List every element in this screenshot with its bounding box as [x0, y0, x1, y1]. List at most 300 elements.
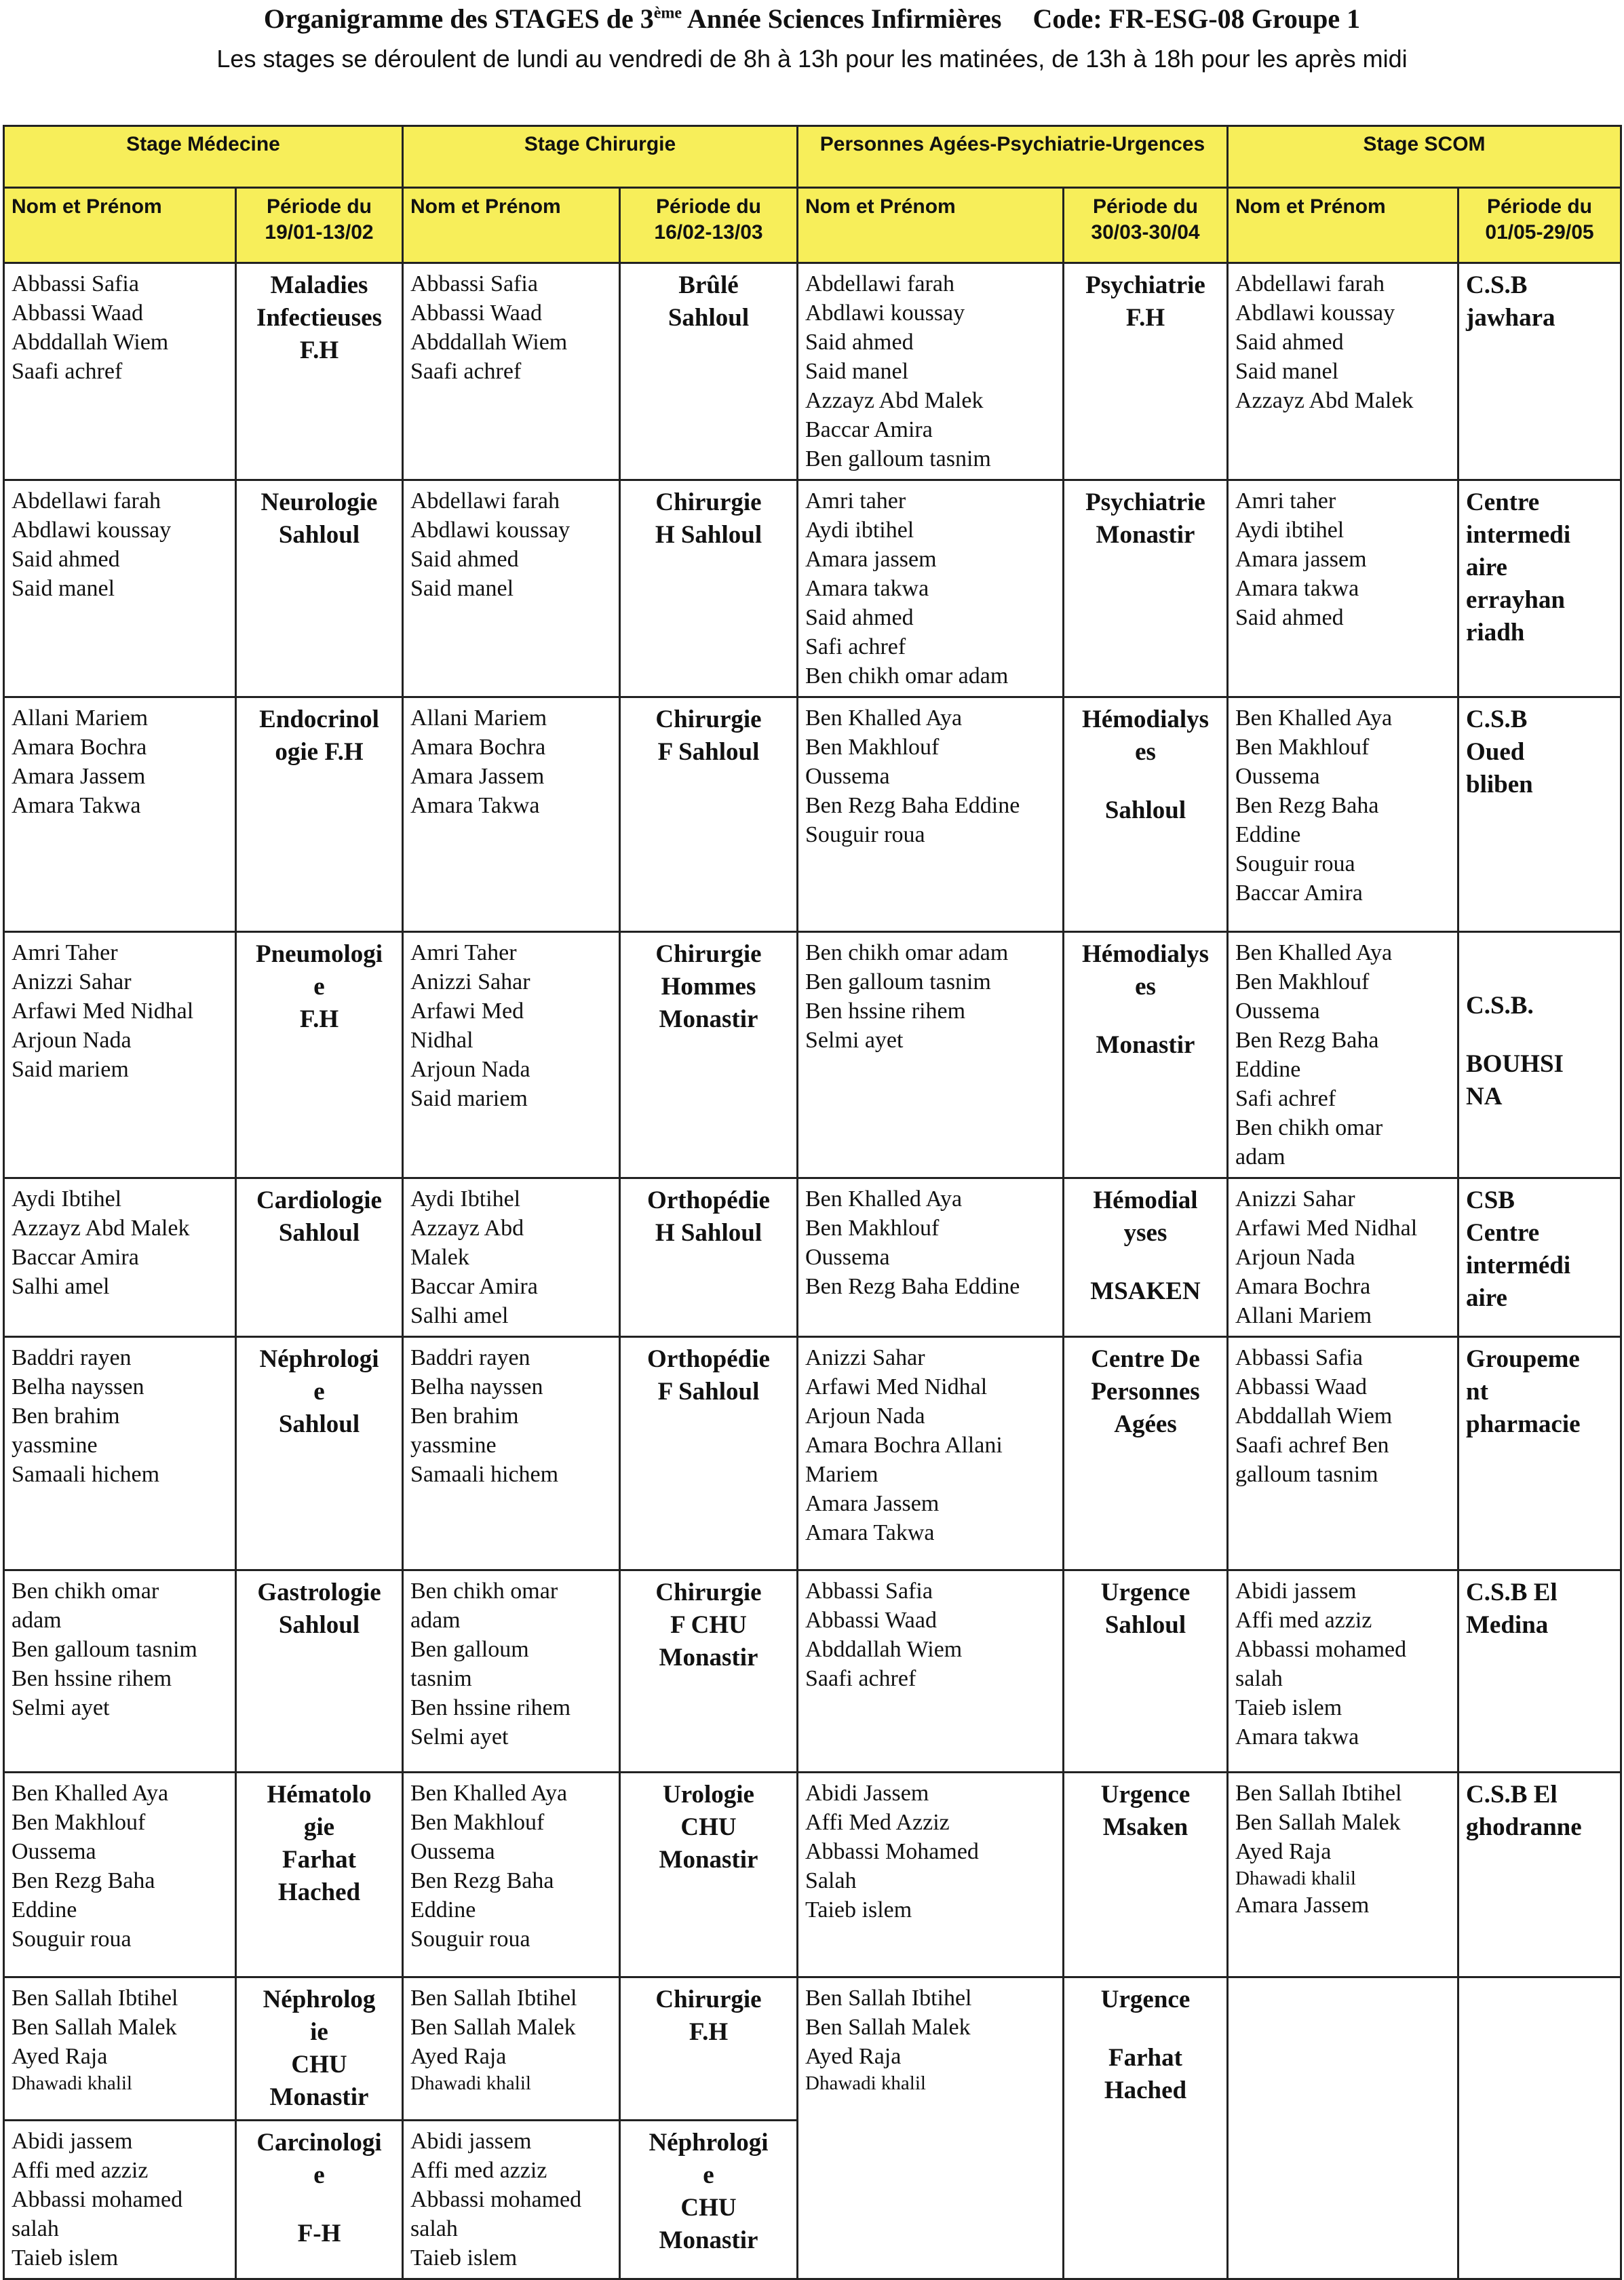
stage-place-line: H Sahloul: [655, 1219, 762, 1247]
student-name: Ben galloum tasnim: [805, 446, 991, 471]
student-name: Abbassi mohamed: [410, 2187, 582, 2212]
table-row: [4, 1178, 1621, 1337]
student-name: Souguir roua: [805, 822, 925, 847]
student-name: Abddallah Wiem: [1235, 1404, 1393, 1429]
student-name: Ben chikh omar: [410, 1579, 558, 1604]
student-names-cell: [1228, 1773, 1458, 1977]
student-name: Amara Jassem: [1235, 1893, 1370, 1918]
student-name: Aydi Ibtihel: [410, 1186, 521, 1212]
student-name: Taieb islem: [410, 2245, 518, 2271]
table-row: [4, 480, 1621, 697]
table-row: [4, 932, 1621, 1178]
stage-place-cell: [620, 1570, 798, 1773]
stage-place-cell: [236, 1570, 403, 1773]
stage-place-line: C.S.B: [1466, 706, 1528, 733]
empty-cell: [1458, 1977, 1621, 2279]
stage-place-cell: [620, 2121, 798, 2279]
stage-place-line: Farhat: [282, 1846, 356, 1874]
student-name: Affi med azziz: [1235, 1608, 1372, 1633]
student-name: Abdlawi koussay: [1235, 301, 1395, 326]
student-name: Abbassi Waad: [1235, 1374, 1367, 1399]
student-name: Amara jassem: [805, 547, 937, 572]
student-name: Said ahmed: [12, 547, 120, 572]
stage-place-cell: [1458, 1337, 1621, 1570]
student-name: Amara Jassem: [805, 1491, 940, 1516]
student-name: Baccar Amira: [805, 417, 933, 442]
stage-place-cell: [620, 480, 798, 697]
student-name: Ben Rezg Baha: [410, 1868, 554, 1893]
stage-place-line: Hémodialys: [1081, 706, 1210, 733]
student-name: Ben Khalled Aya: [1235, 706, 1393, 731]
student-name: Baccar Amira: [1235, 881, 1363, 906]
stage-place-line: Chirurgie: [655, 1986, 762, 2013]
stage-place-line: H Sahloul: [655, 521, 762, 549]
stage-place-cell: [236, 932, 403, 1178]
stage-place-line: C.S.B El: [1466, 1579, 1558, 1606]
student-names-cell: [403, 2121, 620, 2279]
student-name: Ben Khalled Aya: [1235, 940, 1393, 965]
stage-place-cell: [236, 697, 403, 932]
stage-place-line: NA: [1466, 1083, 1503, 1110]
stage-place-cell: [236, 1977, 403, 2121]
student-name: Abbassi Safia: [410, 271, 538, 296]
student-name: Selmi ayet: [410, 1724, 509, 1750]
student-name: Abbassi mohamed: [1235, 1637, 1407, 1662]
student-name: galloum tasnim: [1235, 1462, 1378, 1487]
stage-place-cell: [236, 1178, 403, 1337]
student-name: Souguir roua: [12, 1927, 132, 1952]
student-name: Allani Mariem: [12, 706, 149, 731]
stage-place-line: jawhara: [1466, 304, 1555, 332]
student-name: Ben Rezg Baha: [1235, 1028, 1379, 1053]
student-name: Abdlawi koussay: [12, 518, 172, 543]
student-name: Abdellawi farah: [12, 488, 161, 514]
stage-place-line: C.S.B El: [1466, 1781, 1558, 1809]
student-name: Affi med azziz: [410, 2158, 547, 2183]
student-name: salah: [1235, 1666, 1283, 1691]
student-name: Safi achref: [805, 634, 906, 659]
student-names-cell: [4, 1977, 236, 2121]
stage-schedule-table: [3, 125, 1622, 2280]
stage-place-line: Cardiologie: [256, 1186, 382, 1214]
student-name: Abdellawi farah: [805, 271, 954, 296]
stage-place-line: bliben: [1466, 771, 1533, 798]
student-name: Arjoun Nada: [12, 1028, 132, 1053]
student-names-cell: [798, 932, 1064, 1178]
student-name: Abidi jassem: [12, 2129, 133, 2154]
student-name: Abdellawi farah: [410, 488, 560, 514]
student-name: Dhawadi khalil: [410, 2072, 531, 2094]
stage-place-cell: [1458, 1773, 1621, 1977]
stage-place-line: F Sahloul: [657, 738, 760, 766]
stage-place-line: Hémodialys: [1081, 940, 1210, 968]
section-chirurgie: Stage Chirurgie: [403, 126, 798, 188]
student-name: Arjoun Nada: [805, 1404, 925, 1429]
stage-place-line: F CHU: [670, 1611, 747, 1639]
student-name: Amara jassem: [1235, 547, 1367, 572]
student-name: Allani Mariem: [1235, 1303, 1372, 1328]
stage-place-line: Hématolo: [267, 1781, 372, 1809]
title-group: Groupe 1: [1251, 3, 1361, 34]
stage-place-line: Urologie: [663, 1781, 754, 1809]
student-name: Abbassi Safia: [12, 271, 139, 296]
student-name: Baddri rayen: [12, 1345, 132, 1370]
stage-place-line: BOUHSI: [1466, 1050, 1564, 1078]
stage-place-cell: [1064, 1570, 1228, 1773]
stage-place-line: yses: [1123, 1219, 1167, 1247]
student-name: Affi med azziz: [12, 2158, 149, 2183]
student-name: Said manel: [805, 359, 909, 384]
student-name: Abddallah Wiem: [805, 1637, 963, 1662]
stage-place-line: ogie F.H: [275, 738, 364, 766]
student-name: Abdellawi farah: [1235, 271, 1385, 296]
student-name: Amara Jassem: [12, 764, 146, 789]
stage-place-line: Carcinologi: [256, 2129, 382, 2157]
student-name: Eddine: [12, 1897, 77, 1922]
stage-place-line: Psychiatrie: [1085, 488, 1205, 516]
student-name: Ben Sallah Ibtihel: [410, 1986, 577, 2011]
student-name: Abdlawi koussay: [410, 518, 571, 543]
student-name: Abddallah Wiem: [12, 330, 169, 355]
col-name-chirurgie: Nom et Prénom: [403, 188, 620, 263]
student-name: Abdlawi koussay: [805, 301, 965, 326]
table-row: [4, 1337, 1621, 1570]
student-names-cell: [798, 263, 1064, 480]
stage-place-cell: [1458, 263, 1621, 480]
student-names-cell: [403, 932, 620, 1178]
student-name: Abidi Jassem: [805, 1781, 929, 1806]
student-names-cell: [403, 1178, 620, 1337]
stage-place-line: F Sahloul: [657, 1378, 760, 1406]
stage-place-line: [1071, 2016, 1220, 2042]
student-name: Nidhal: [410, 1028, 473, 1053]
stage-place-line: e: [703, 2161, 714, 2189]
stage-place-line: Monastir: [269, 2083, 369, 2111]
student-name: Abbassi Safia: [805, 1579, 933, 1604]
stage-place-line: Sahloul: [278, 1219, 360, 1247]
stage-place-cell: [1064, 480, 1228, 697]
student-name: Salhi amel: [410, 1303, 509, 1328]
student-names-cell: [4, 1773, 236, 1977]
student-name: Ben Sallah Malek: [805, 2015, 971, 2040]
student-name: Ben hssine rihem: [805, 999, 966, 1024]
col-name-medecine: Nom et Prénom: [4, 188, 236, 263]
title-main2: Année Sciences Infirmières: [687, 3, 1002, 34]
stage-place-line: Personnes: [1091, 1378, 1200, 1406]
student-name: Ben brahim: [12, 1404, 120, 1429]
stage-place-line: Orthopédie: [647, 1186, 770, 1214]
student-names-cell: [4, 263, 236, 480]
student-name: Samaali hichem: [12, 1462, 160, 1487]
student-name: Ben galloum tasnim: [805, 969, 991, 994]
student-name: Arfawi Med: [410, 999, 524, 1024]
student-name: Azzayz Abd Malek: [12, 1216, 190, 1241]
student-names-cell: [4, 1570, 236, 1773]
stage-place-line: ie: [310, 2018, 328, 2046]
student-names-cell: [1228, 932, 1458, 1178]
table-row: [4, 1977, 1621, 2121]
student-name: Selmi ayet: [12, 1695, 110, 1720]
student-names-cell: [403, 1773, 620, 1977]
student-name: Abbassi Safia: [1235, 1345, 1363, 1370]
stage-place-cell: [1064, 1977, 1228, 2279]
stage-place-line: Monastir: [1096, 1031, 1195, 1059]
stage-place-line: C.S.B: [1466, 271, 1528, 299]
stage-place-line: Hommes: [661, 973, 756, 1001]
student-name: Amara Takwa: [410, 793, 540, 818]
student-names-cell: [1228, 480, 1458, 697]
stage-place-line: e: [313, 2161, 325, 2189]
student-name: Said ahmed: [1235, 330, 1344, 355]
student-name: Abidi jassem: [410, 2129, 532, 2154]
student-name: Amri Taher: [410, 940, 517, 965]
stage-place-line: es: [1135, 738, 1156, 766]
stage-place-line: [1466, 964, 1613, 990]
student-name: adam: [410, 1608, 461, 1633]
stage-place-line: CHU: [291, 2051, 347, 2079]
student-name: Amara takwa: [1235, 1724, 1359, 1750]
student-names-cell: [798, 1337, 1064, 1570]
student-names-cell: [403, 697, 620, 932]
stage-place-cell: [1458, 1570, 1621, 1773]
stage-place-line: Brûlé: [678, 271, 739, 299]
student-name: Oussema: [410, 1839, 495, 1864]
student-names-cell: [1228, 1570, 1458, 1773]
stage-place-line: Psychiatrie: [1085, 271, 1205, 299]
student-name: Abbassi Waad: [12, 301, 143, 326]
stage-place-cell: [1064, 1773, 1228, 1977]
student-name: Aydi Ibtihel: [12, 1186, 122, 1212]
stage-place-cell: [620, 1178, 798, 1337]
title-sup: ème: [653, 4, 682, 22]
student-names-cell: [798, 697, 1064, 932]
stage-place-cell: [1064, 1337, 1228, 1570]
stage-place-line: Urgence: [1100, 1781, 1191, 1809]
stage-place-line: Neurologie: [260, 488, 378, 516]
stage-place-line: Pneumologi: [255, 940, 383, 968]
student-name: Eddine: [1235, 1057, 1301, 1082]
stage-place-line: F.H: [299, 1005, 339, 1033]
student-name: Arfawi Med Nidhal: [805, 1374, 988, 1399]
student-name: Anizzi Sahar: [1235, 1186, 1355, 1212]
title-main: Organigramme des STAGES de 3: [263, 3, 654, 34]
student-name: Affi Med Azziz: [805, 1810, 950, 1835]
student-names-cell: [403, 1337, 620, 1570]
stage-place-cell: [620, 932, 798, 1178]
stage-place-line: Chirurgie: [655, 706, 762, 733]
stage-place-line: Urgence: [1100, 1579, 1191, 1606]
student-names-cell: [4, 2121, 236, 2279]
section-header-row: [4, 126, 1621, 188]
student-name: Said mariem: [12, 1057, 129, 1082]
stage-place-line: Gastrologie: [257, 1579, 381, 1606]
stage-place-line: [244, 2192, 395, 2218]
stage-place-line: Sahloul: [278, 1410, 360, 1438]
student-names-cell: [798, 1178, 1064, 1337]
stage-place-line: CHU: [680, 1813, 737, 1841]
stage-place-cell: [1458, 1178, 1621, 1337]
student-names-cell: [4, 1178, 236, 1337]
stage-place-line: Néphrologi: [259, 1345, 379, 1373]
student-name: Ben brahim: [410, 1404, 519, 1429]
student-name: Ben hssine rihem: [410, 1695, 571, 1720]
table-row: [4, 1773, 1621, 1977]
student-name: Ben galloum tasnim: [12, 1637, 197, 1662]
stage-place-line: errayhan: [1466, 586, 1565, 614]
stage-place-line: es: [1135, 973, 1156, 1001]
student-name: Anizzi Sahar: [410, 969, 530, 994]
stage-place-line: Oued: [1466, 738, 1525, 766]
student-name: Taieb islem: [805, 1897, 912, 1922]
student-name: Ben galloum: [410, 1637, 529, 1662]
student-name: Amri Taher: [12, 940, 118, 965]
stage-place-cell: [620, 1337, 798, 1570]
stage-place-line: aire: [1466, 1284, 1507, 1312]
student-name: Ben Sallah Malek: [12, 2015, 177, 2040]
stage-place-line: [1071, 1003, 1220, 1029]
stage-place-line: Hached: [277, 1878, 361, 1906]
student-names-cell: [798, 480, 1064, 697]
stage-place-line: C.S.B.: [1466, 992, 1534, 1020]
student-name: Aydi ibtihel: [805, 518, 914, 543]
section-medecine: Stage Médecine: [4, 126, 403, 188]
student-names-cell: [798, 1773, 1064, 1977]
student-name: Souguir roua: [410, 1927, 530, 1952]
stage-place-line: Monastir: [659, 1005, 758, 1033]
stage-place-line: Hémodial: [1093, 1186, 1198, 1214]
student-name: Eddine: [410, 1897, 476, 1922]
stage-place-line: Sahloul: [1104, 1611, 1186, 1639]
student-name: Abddallah Wiem: [410, 330, 568, 355]
stage-place-line: Centre: [1466, 488, 1540, 516]
stage-place-line: Sahloul: [1104, 796, 1186, 824]
student-name: Ben Sallah Ibtihel: [12, 1986, 178, 2011]
student-name: Abbassi mohamed: [12, 2187, 183, 2212]
student-name: Dhawadi khalil: [12, 2072, 132, 2094]
stage-place-line: Monastir: [659, 1644, 758, 1672]
stage-place-line: e: [313, 1378, 325, 1406]
student-name: Abbassi Mohamed: [805, 1839, 979, 1864]
section-scom: Stage SCOM: [1228, 126, 1621, 188]
stage-place-line: e: [313, 973, 325, 1001]
stage-place-cell: [1064, 932, 1228, 1178]
student-name: Said manel: [410, 576, 514, 601]
student-name: Arfawi Med Nidhal: [12, 999, 194, 1024]
student-name: Azzayz Abd: [410, 1216, 524, 1241]
student-name: Ben Khalled Aya: [410, 1781, 568, 1806]
student-names-cell: [798, 1570, 1064, 1773]
stage-place-line: gie: [303, 1813, 335, 1841]
student-name: Said mariem: [410, 1086, 528, 1111]
stage-place-line: Endocrinol: [259, 706, 379, 733]
student-name: Arfawi Med Nidhal: [1235, 1216, 1418, 1241]
student-name: Ben Khalled Aya: [12, 1781, 169, 1806]
student-name: Ben Sallah Ibtihel: [1235, 1781, 1402, 1806]
student-name: Oussema: [12, 1839, 96, 1864]
student-name: Ayed Raja: [805, 2044, 902, 2069]
student-names-cell: [4, 1337, 236, 1570]
stage-place-line: Centre De: [1091, 1345, 1200, 1373]
student-names-cell: [1228, 263, 1458, 480]
stage-place-cell: [236, 263, 403, 480]
stage-place-line: CHU: [680, 2194, 737, 2222]
student-name: Abbassi Waad: [805, 1608, 937, 1633]
stage-place-line: Sahloul: [278, 1611, 360, 1639]
student-names-cell: [1228, 1178, 1458, 1337]
student-name: Safi achref: [1235, 1086, 1336, 1111]
stage-place-line: MSAKEN: [1090, 1277, 1201, 1305]
student-name: Selmi ayet: [805, 1028, 904, 1053]
student-name: Ben chikh omar: [12, 1579, 159, 1604]
student-name: Saafi achref Ben: [1235, 1433, 1389, 1458]
stage-place-cell: [620, 263, 798, 480]
stage-place-cell: [620, 1773, 798, 1977]
stage-place-line: Medina: [1466, 1611, 1549, 1639]
student-name: Aydi ibtihel: [1235, 518, 1345, 543]
student-name: Amara Bochra Allani: [805, 1433, 1003, 1458]
student-name: Belha nayssen: [12, 1374, 144, 1399]
stage-place-line: Sahloul: [668, 304, 750, 332]
student-name: Amara Takwa: [805, 1520, 935, 1545]
student-names-cell: [403, 1570, 620, 1773]
stage-place-line: Urgence: [1100, 1986, 1191, 2013]
student-name: Amara Takwa: [12, 793, 141, 818]
student-name: Ben Sallah Malek: [1235, 1810, 1401, 1835]
student-name: Said ahmed: [805, 330, 914, 355]
stage-place-line: nt: [1466, 1378, 1488, 1406]
student-names-cell: [403, 1977, 620, 2121]
stage-place-line: Infectieuses: [256, 304, 382, 332]
stage-place-line: Groupeme: [1466, 1345, 1580, 1373]
document-subtitle: Les stages se déroulent de lundi au vendredi de 8h à 13h pour les matinées, de 13h à 18h pour les après midi: [216, 45, 1408, 73]
stage-place-line: Chirurgie: [655, 488, 762, 516]
student-name: Baccar Amira: [12, 1245, 139, 1270]
student-name: Amara takwa: [1235, 576, 1359, 601]
stage-place-line: Msaken: [1102, 1813, 1188, 1841]
student-name: Ben Rezg Baha: [1235, 793, 1379, 818]
student-name: Ben Sallah Malek: [410, 2015, 576, 2040]
stage-place-cell: [620, 1977, 798, 2121]
stage-place-line: intermedi: [1466, 521, 1571, 549]
student-name: Dhawadi khalil: [805, 2072, 926, 2094]
stage-place-line: Orthopédie: [647, 1345, 770, 1373]
student-name: Ben Khalled Aya: [805, 1186, 963, 1212]
student-name: Ben Makhlouf: [1235, 735, 1370, 760]
student-name: Ben Rezg Baha: [12, 1868, 155, 1893]
student-names-cell: [403, 263, 620, 480]
stage-place-line: [1071, 769, 1220, 794]
stage-place-line: Monastir: [659, 2226, 758, 2254]
table-row: [4, 697, 1621, 932]
stage-place-line: Monastir: [1096, 521, 1195, 549]
stage-place-line: F.H: [1125, 304, 1165, 332]
stage-place-cell: [1064, 1178, 1228, 1337]
student-name: Malek: [410, 1245, 469, 1270]
student-name: Ben Khalled Aya: [805, 706, 963, 731]
student-name: Arjoun Nada: [410, 1057, 530, 1082]
student-name: Baddri rayen: [410, 1345, 530, 1370]
table-row: [4, 1570, 1621, 1773]
student-name: Said ahmed: [805, 605, 914, 630]
student-names-cell: [1228, 1337, 1458, 1570]
student-name: Taieb islem: [12, 2245, 119, 2271]
stage-place-line: Néphrolog: [263, 1986, 376, 2013]
stage-place-cell: [1458, 480, 1621, 697]
col-period-scom: Période du 01/05-29/05: [1458, 188, 1621, 263]
student-name: adam: [12, 1608, 62, 1633]
student-name: Amri taher: [805, 488, 906, 514]
stage-place-line: CSB: [1466, 1186, 1515, 1214]
